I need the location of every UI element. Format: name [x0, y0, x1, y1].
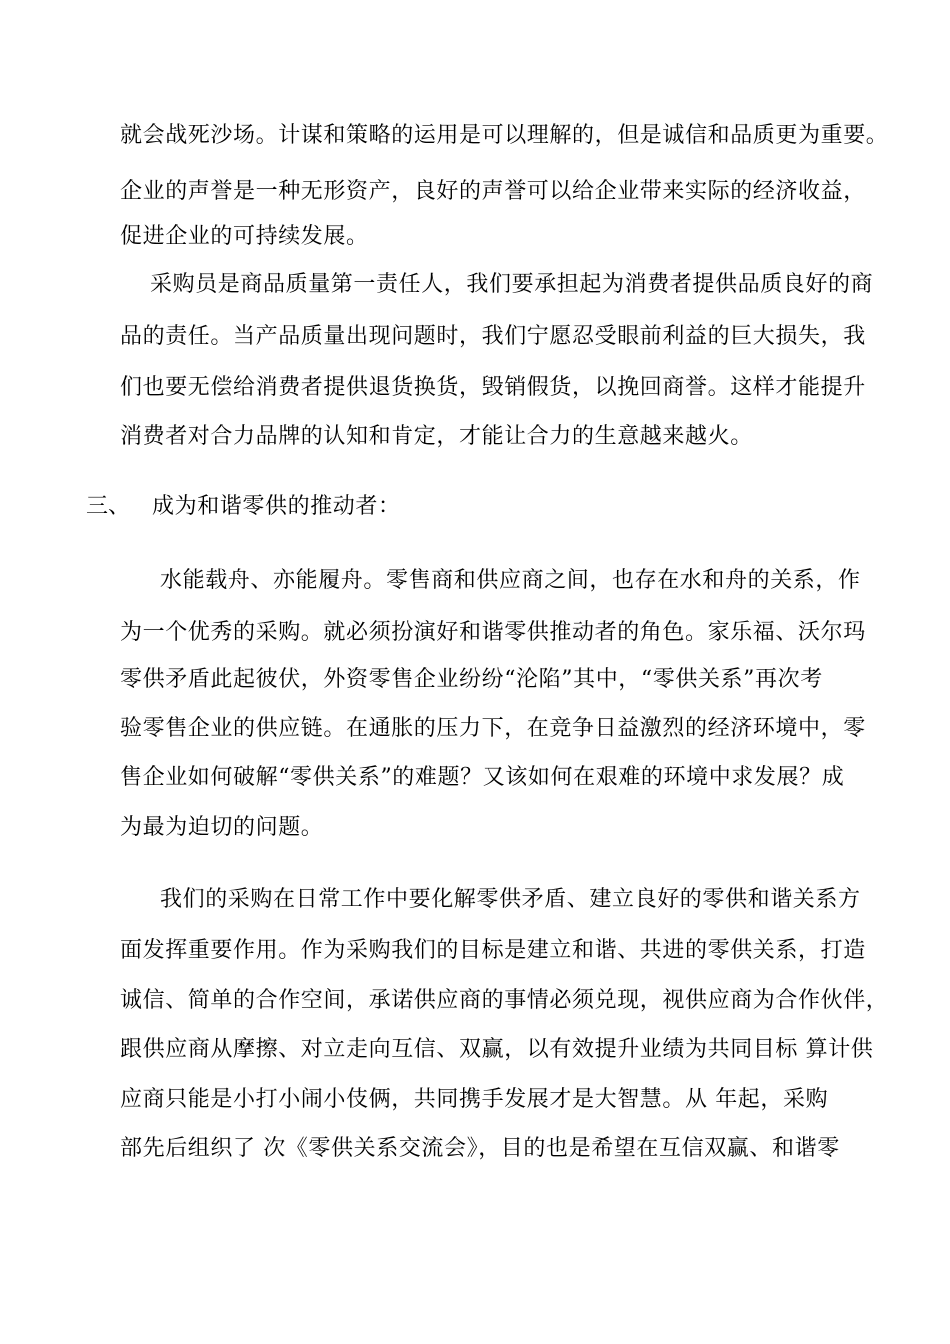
paragraph-4-line-3: 诚信、简单的合作空间，承诺供应商的事情必须兑现，视供应商为合作伙伴，	[120, 988, 889, 1013]
paragraph-3-line-1: 水能载舟、亦能履舟。零售商和供应商之间，也存在水和舟的关系，作	[160, 568, 861, 593]
paragraph-1-line-2: 企业的声誉是一种无形资产，良好的声誉可以给企业带来实际的经济收益，	[120, 179, 866, 204]
paragraph-3-line-5: 售企业如何破解“零供关系”的难题？又该如何在艰难的环境中求发展？成	[120, 765, 845, 790]
paragraph-4-line-2: 面发挥重要作用。作为采购我们的目标是建立和谐、共进的零供关系，打造	[120, 938, 866, 963]
paragraph-2-line-3: 们也要无偿给消费者提供退货换货，毁销假货，以挽回商誉。这样才能提升	[120, 375, 866, 400]
paragraph-1-line-3: 促进企业的可持续发展。	[120, 224, 369, 249]
paragraph-4-line-5: 应商只能是小打小闹小伎俩，共同携手发展才是大智慧。从 年起，采购	[120, 1087, 829, 1112]
paragraph-3-line-2: 为一个优秀的采购。就必须扮演好和谐零供推动者的角色。家乐福、沃尔玛	[120, 620, 866, 645]
paragraph-3-line-3: 零供矛盾此起彼伏，外资零售企业纷纷“沦陷”其中，“零供关系”再次考	[120, 667, 823, 692]
section-number: 三、	[86, 494, 131, 519]
paragraph-4-line-1: 我们的采购在日常工作中要化解零供矛盾、建立良好的零供和谐关系方	[160, 887, 861, 912]
paragraph-2-line-4: 消费者对合力品牌的认知和肯定，才能让合力的生意越来越火。	[120, 424, 753, 449]
paragraph-3-line-6: 为最为迫切的问题。	[120, 815, 324, 840]
paragraph-2-line-1: 采购员是商品质量第一责任人，我们要承担起为消费者提供品质良好的商	[150, 272, 874, 297]
paragraph-4-line-4: 跟供应商从摩擦、对立走向互信、双赢，以有效提升业绩为共同目标 算计供	[120, 1037, 874, 1062]
section-heading: 成为和谐零供的推动者：	[152, 494, 401, 519]
paragraph-1-line-1: 就会战死沙场。计谋和策略的运用是可以理解的，但是诚信和品质更为重要。	[120, 123, 889, 148]
paragraph-3-line-4: 验零售企业的供应链。在通胀的压力下，在竞争日益激烈的经济环境中，零	[120, 716, 866, 741]
paragraph-4-line-6: 部先后组织了 次《零供关系交流会》，目的也是希望在互信双赢、和谐零	[120, 1136, 840, 1161]
paragraph-2-line-2: 品的责任。当产品质量出现问题时，我们宁愿忍受眼前利益的巨大损失，我	[120, 324, 866, 349]
